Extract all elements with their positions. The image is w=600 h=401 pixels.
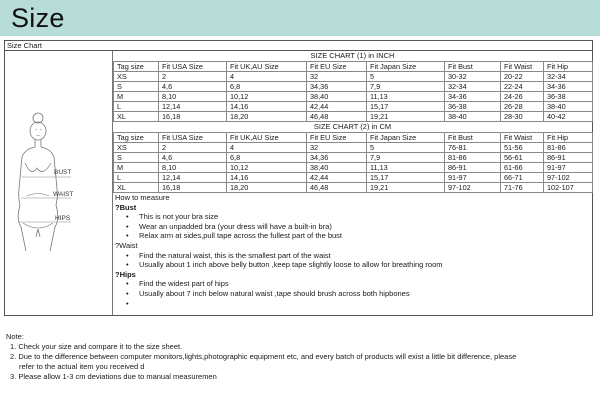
table-cell: 34,36 xyxy=(307,153,367,163)
table-cell: 86-91 xyxy=(445,163,501,173)
table-cell: 7,9 xyxy=(367,82,445,92)
note-line-1: 1. Check your size and compare it to the size sheet. xyxy=(10,342,183,351)
hips-instruction-item: • Usually about 7 inch below natural waist ,tape should brush across both hipbones xyxy=(115,289,592,299)
table-cell: 46,48 xyxy=(307,112,367,122)
table-cell: 12,14 xyxy=(159,173,227,183)
table-cell: 11,13 xyxy=(367,92,445,102)
table-cell: S xyxy=(114,153,159,163)
table-cell: 18,20 xyxy=(227,183,307,193)
table-cell: 38,40 xyxy=(307,163,367,173)
table-cell: 6,8 xyxy=(227,82,307,92)
table-cell: 16,18 xyxy=(159,112,227,122)
bust-instruction-item: • Wear an unpadded bra (your dress will have a built-in bra) xyxy=(115,222,592,232)
table-cell: 81-86 xyxy=(445,153,501,163)
table-cell: XL xyxy=(114,112,159,122)
table-cell: 2 xyxy=(159,72,227,82)
table-cell: 40-42 xyxy=(544,112,593,122)
table-row xyxy=(114,102,593,112)
table-cell: 11,13 xyxy=(367,163,445,173)
torso-outline xyxy=(19,147,58,205)
table-cell: 32-34 xyxy=(445,82,501,92)
table-cell: 97-102 xyxy=(445,183,501,193)
table-cell: 12,14 xyxy=(159,102,227,112)
table-cell: 34-36 xyxy=(445,92,501,102)
table-row xyxy=(114,153,593,163)
table-cell: 4,6 xyxy=(159,82,227,92)
table-cell: XL xyxy=(114,183,159,193)
table-cell: 38,40 xyxy=(307,92,367,102)
table-cell: M xyxy=(114,163,159,173)
waist-curve xyxy=(27,194,49,197)
table-row xyxy=(114,92,593,102)
table-cell: 28-30 xyxy=(501,112,544,122)
table-cell: 34-36 xyxy=(544,82,593,92)
size-chart-label: Size Chart xyxy=(5,41,592,51)
note-line-2-continued: refer to the actual item you received d xyxy=(19,362,145,371)
hips-instruction-item: • Find the widest part of hips xyxy=(115,279,592,289)
size-chart-cm-table xyxy=(113,132,593,193)
waist-figure-label: WAIST xyxy=(53,191,74,198)
table-cell: 5 xyxy=(367,72,445,82)
column-header: Tag size xyxy=(114,133,159,143)
hips-heading: ?Hips xyxy=(115,269,136,279)
bust-shape xyxy=(25,163,51,172)
column-header: Fit USA Size xyxy=(159,62,227,72)
column-header: Fit EU Size xyxy=(307,133,367,143)
size-chart-inch-table xyxy=(113,61,593,122)
table-cell: 8,10 xyxy=(159,92,227,102)
bust-figure-label: BUST xyxy=(54,169,72,176)
table-cell: 5 xyxy=(367,143,445,153)
waist-instruction-item: • Usually about 1 inch above belly button ,keep tape slightly loose to allow for breathing room xyxy=(115,260,592,270)
column-header: Fit EU Size xyxy=(307,62,367,72)
table-row xyxy=(114,82,593,92)
cm-table-header-row xyxy=(114,133,593,143)
column-header: Fit Hip xyxy=(544,62,593,72)
table-cell: 32 xyxy=(307,72,367,82)
table-cell: 81-86 xyxy=(544,143,593,153)
bust-heading: ?Bust xyxy=(115,202,137,212)
table-cell: 20-22 xyxy=(501,72,544,82)
table-cell: 42,44 xyxy=(307,102,367,112)
notes-title: Note: xyxy=(6,332,24,341)
column-header: Fit Waist xyxy=(501,133,544,143)
bust-instruction-item: • This is not your bra size xyxy=(115,212,592,222)
page-title: Size xyxy=(11,3,65,33)
hips-figure-label: HIPS xyxy=(55,215,71,222)
table-cell: 32 xyxy=(307,143,367,153)
column-header: Fit Waist xyxy=(501,62,544,72)
table-cell: 7,9 xyxy=(367,153,445,163)
waist-instructions xyxy=(115,251,592,270)
table-row xyxy=(114,112,593,122)
table-cell: 14,16 xyxy=(227,173,307,183)
table-cell: 24-26 xyxy=(501,92,544,102)
table-cell: XS xyxy=(114,72,159,82)
chart2-title: SIZE CHART (2) in CM xyxy=(313,122,392,131)
table-cell: 91-97 xyxy=(544,163,593,173)
hips-instructions xyxy=(115,279,592,298)
table-cell: 4 xyxy=(227,72,307,82)
table-cell: 86-91 xyxy=(544,153,593,163)
table-cell: 38-40 xyxy=(445,112,501,122)
column-header: Fit Bust xyxy=(445,133,501,143)
table-cell: M xyxy=(114,92,159,102)
table-cell: S xyxy=(114,82,159,92)
table-cell: 97-102 xyxy=(544,173,593,183)
face-shape xyxy=(35,130,42,136)
table-cell: 15,17 xyxy=(367,102,445,112)
note-line-2: 2. Due to the difference between computer monitors,lights,photographic equipment etc, and every batch of products will exist a little bit difference, please xyxy=(10,352,517,361)
table-cell: 6,8 xyxy=(227,153,307,163)
table-cell: 56-61 xyxy=(501,153,544,163)
table-cell: 22-24 xyxy=(501,82,544,92)
table-cell: 19,21 xyxy=(367,112,445,122)
column-header: Fit Bust xyxy=(445,62,501,72)
table-cell: 10,12 xyxy=(227,163,307,173)
bust-instructions xyxy=(115,212,592,241)
table-cell: 32-34 xyxy=(544,72,593,82)
how-to-measure-title: How to measure xyxy=(115,193,170,202)
chart1-title: SIZE CHART (1) in INCH xyxy=(310,51,395,60)
table-cell: 61-66 xyxy=(501,163,544,173)
hair-bun-shape xyxy=(33,113,43,123)
column-header: Fit Japan Size xyxy=(367,62,445,72)
table-row xyxy=(114,173,593,183)
column-header: Fit UK,AU Size xyxy=(227,133,307,143)
bust-instruction-item: • Relax arm at sides,pull tape across the fullest part of the bust xyxy=(115,231,592,241)
table-cell: 30-32 xyxy=(445,72,501,82)
table-cell: 4,6 xyxy=(159,153,227,163)
column-header: Fit USA Size xyxy=(159,133,227,143)
table-row xyxy=(114,163,593,173)
table-cell: 76-81 xyxy=(445,143,501,153)
size-chart-panel xyxy=(4,40,593,316)
table-cell: 26-28 xyxy=(501,102,544,112)
table-row xyxy=(114,143,593,153)
table-cell: 91-97 xyxy=(445,173,501,183)
table-row xyxy=(114,183,593,193)
table-cell: 14,16 xyxy=(227,102,307,112)
table-cell: 36-38 xyxy=(445,102,501,112)
table-cell: 34,36 xyxy=(307,82,367,92)
table-cell: 71-76 xyxy=(501,183,544,193)
table-cell: 66-71 xyxy=(501,173,544,183)
table-cell: 16,18 xyxy=(159,183,227,193)
table-cell: L xyxy=(114,173,159,183)
table-cell: 36-38 xyxy=(544,92,593,102)
table-cell: L xyxy=(114,102,159,112)
column-header: Fit Hip xyxy=(544,133,593,143)
table-cell: 102-107 xyxy=(544,183,593,193)
waist-instruction-item: • Find the natural waist, this is the smallest part of the waist xyxy=(115,251,592,261)
table-cell: 42,44 xyxy=(307,173,367,183)
column-header: Tag size xyxy=(114,62,159,72)
inch-table-header-row xyxy=(114,62,593,72)
table-cell: 46,48 xyxy=(307,183,367,193)
how-to-measure-section xyxy=(113,193,592,299)
title-banner xyxy=(0,0,600,36)
notes-section xyxy=(6,332,594,382)
table-cell: 18,20 xyxy=(227,112,307,122)
table-cell: 8,10 xyxy=(159,163,227,173)
measurement-figure-cell xyxy=(5,51,113,315)
note-line-3: 3. Please allow 1-3 cm deviations due to manual measuremen xyxy=(10,372,217,381)
column-header: Fit UK,AU Size xyxy=(227,62,307,72)
waist-heading: ?Waist xyxy=(115,240,138,250)
table-cell: 15,17 xyxy=(367,173,445,183)
body-measurement-illustration xyxy=(5,51,113,315)
table-cell: 19,21 xyxy=(367,183,445,193)
table-cell: 10,12 xyxy=(227,92,307,102)
table-row xyxy=(114,72,593,82)
table-cell: 4 xyxy=(227,143,307,153)
neck-shape xyxy=(35,140,41,147)
size-chart-content xyxy=(113,51,592,315)
underwear-line xyxy=(23,223,53,228)
table-cell: 2 xyxy=(159,143,227,153)
table-cell: 38-40 xyxy=(544,102,593,112)
column-header: Fit Japan Size xyxy=(367,133,445,143)
table-cell: XS xyxy=(114,143,159,153)
table-cell: 51-56 xyxy=(501,143,544,153)
head-shape xyxy=(30,122,46,140)
